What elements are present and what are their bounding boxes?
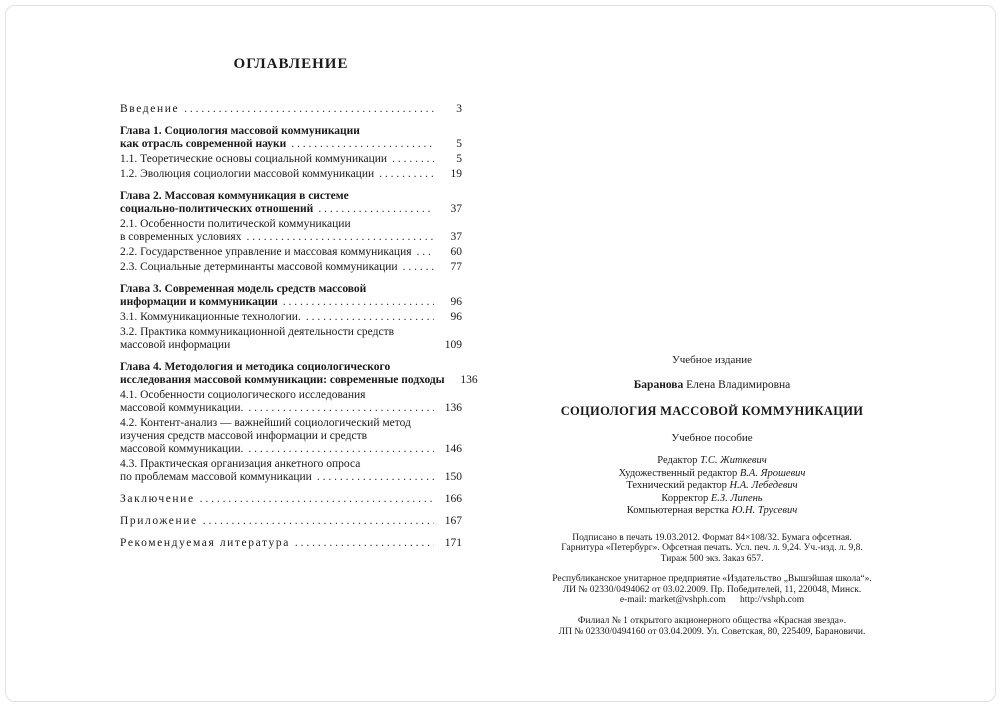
imprint-line: ЛИ № 02330/0494062 от 03.02.2009. Пр. Победителей, 11, 220048, Минск.	[562, 584, 862, 595]
toc-heading: ОГЛАВЛЕНИЕ	[233, 56, 349, 72]
toc-page-number: 146	[444, 443, 462, 455]
imprint-paragraph	[532, 574, 892, 606]
toc-entry	[120, 168, 462, 181]
colophon-page	[532, 354, 892, 647]
toc-entry-line: 4.3. Практическая организация анкетного опроса	[120, 458, 361, 470]
toc-entry-line	[120, 311, 462, 324]
toc-entry-line	[120, 443, 462, 456]
toc-entry-text: в современных условиях	[120, 231, 242, 243]
toc-page-number: 19	[450, 168, 462, 180]
toc-entry-line	[120, 231, 462, 244]
toc-dot-leader	[248, 402, 434, 415]
staff-role: Редактор	[657, 455, 698, 466]
toc-entry-line	[120, 246, 462, 259]
toc-entry	[120, 515, 462, 528]
toc-entry-text: 2.3. Социальные детерминанты массовой коммуникации	[120, 261, 398, 273]
staff-person-name: Н.А. Лебедевич	[729, 480, 798, 491]
imprint-line: Гарнитура «Петербург». Офсетная печать. Усл. печ. л. 9,24. Уч.-изд. л. 9,8.	[561, 543, 863, 554]
toc-entry	[120, 537, 462, 550]
toc-entry-line: 4.2. Контент-анализ — важнейший социологический метод	[120, 417, 411, 429]
toc-page-number: 136	[444, 402, 462, 414]
toc-dot-leader	[379, 168, 434, 181]
book-title: СОЦИОЛОГИЯ МАССОВОЙ КОММУНИКАЦИИ	[560, 404, 864, 418]
toc-entry-line	[120, 402, 462, 415]
toc-dot-leader	[318, 203, 434, 216]
toc-entry	[120, 125, 462, 151]
toc-page-number: 136	[460, 374, 478, 386]
imprint-block	[532, 533, 892, 638]
toc-page-number: 150	[444, 471, 462, 483]
staff-line	[532, 468, 892, 481]
toc-entry-text: Заключение	[120, 493, 195, 505]
toc-entry-line	[120, 374, 478, 387]
imprint-paragraph	[532, 533, 892, 565]
toc-entry-text: 3.1. Коммуникационные технологии.	[120, 311, 301, 323]
toc-entry-line	[120, 203, 462, 216]
toc-entry-line	[120, 138, 462, 151]
toc-dot-leader	[306, 311, 434, 324]
staff-list	[532, 455, 892, 518]
toc-entry-line	[120, 515, 462, 528]
toc-dot-leader	[317, 471, 434, 484]
toc-entry-line	[120, 493, 462, 506]
imprint-line: Тираж 500 экз. Заказ 657.	[660, 553, 764, 564]
staff-person-name: Е.З. Липень	[710, 492, 763, 504]
staff-person-name: Т.С. Житкевич	[700, 455, 767, 466]
toc-entry	[120, 417, 462, 456]
toc-entries	[120, 103, 478, 550]
toc-page-number: 5	[456, 153, 462, 165]
staff-role: Компьютерная верстка	[626, 505, 729, 516]
toc-entry-text: массовой коммуникации.	[120, 402, 244, 414]
edition-type: Учебное издание	[671, 354, 753, 366]
imprint-line: e-mail: market@vshph.com http://vshph.com	[619, 595, 805, 606]
toc-entry-line	[120, 339, 462, 352]
staff-person-name: В.А. Ярошевич	[739, 467, 806, 479]
toc-entry-text: Введение	[120, 103, 180, 115]
toc-entry	[120, 261, 462, 274]
staff-line	[532, 493, 892, 506]
toc-entry-line: изучения средств массовой информации и средств	[120, 430, 368, 442]
toc-entry-text: Рекомендуемая литература	[120, 537, 290, 549]
toc-entry-line	[120, 471, 462, 484]
toc-entry-line	[120, 153, 462, 166]
toc-entry-line: 3.2. Практика коммуникационной деятельности средств	[120, 326, 395, 338]
toc-entry-line	[120, 296, 462, 309]
toc-entry-line: Глава 2. Массовая коммуникация в системе	[120, 190, 349, 202]
toc-dot-leader	[283, 296, 434, 309]
toc-entry-text: массовой коммуникации.	[120, 443, 244, 455]
toc-entry-line	[120, 537, 462, 550]
toc-entry-text: информации и коммуникации	[120, 296, 278, 308]
author-given-names: Елена Владимировна	[686, 379, 791, 391]
toc-entry	[120, 283, 462, 309]
toc-entry	[120, 361, 478, 387]
imprint-line: Филиал № 1 открытого акционерного общества «Красная звезда».	[577, 616, 847, 627]
toc-dot-leader	[184, 103, 434, 116]
toc-entry-line	[120, 168, 462, 181]
toc-entry-line: Глава 3. Современная модель средств массовой	[120, 283, 367, 295]
toc-entry-text: как отрасль современной науки	[120, 138, 287, 150]
toc-page-number: 37	[450, 203, 462, 215]
toc-entry-text: 1.2. Эволюция социологии массовой коммуникации	[120, 168, 375, 180]
toc-entry	[120, 153, 462, 166]
staff-line	[532, 480, 892, 493]
subtitle: Учебное пособие	[671, 432, 753, 444]
toc-page-number: 77	[450, 261, 462, 273]
toc-page-number: 167	[444, 515, 462, 527]
toc-dot-leader	[417, 246, 434, 259]
author-surname: Баранова	[633, 379, 684, 391]
toc-entry-text: 1.1. Теоретические основы социальной коммуникации	[120, 153, 388, 165]
toc-entry	[120, 389, 462, 415]
toc-dot-leader	[291, 138, 434, 151]
author-name	[532, 379, 892, 391]
toc-entry-text: массовой информации	[120, 339, 231, 351]
imprint-line: Республиканское унитарное предприятие «Издательство „Вышэйшая школа“».	[552, 574, 872, 585]
toc-entry-text: социально-политических отношений	[120, 203, 314, 215]
toc-entry	[120, 246, 462, 259]
toc-page-number: 166	[444, 493, 462, 505]
toc-page-number: 96	[450, 296, 462, 308]
toc-page-number: 60	[450, 246, 462, 258]
toc-entry-line: 4.1. Особенности социологического исследования	[120, 389, 366, 401]
toc-page-number: 109	[444, 339, 462, 351]
toc-entry-text: по проблемам массовой коммуникации	[120, 471, 312, 483]
toc-entry	[120, 218, 462, 244]
toc-page-number: 37	[450, 231, 462, 243]
toc-entry-line: Глава 4. Методология и методика социологического	[120, 361, 391, 373]
toc-page-number: 3	[456, 103, 462, 115]
toc-entry-text: 2.2. Государственное управление и массовая коммуникация	[120, 246, 412, 258]
imprint-line: ЛП № 02330/0494160 от 03.04.2009. Ул. Советская, 80, 225409, Барановичи.	[558, 626, 866, 637]
staff-role: Технический редактор	[626, 480, 727, 491]
toc-entry	[120, 103, 462, 116]
toc-entry-text: исследования массовой коммуникации: современные подходы	[120, 374, 445, 386]
toc-entry	[120, 311, 462, 324]
toc-dot-leader	[248, 443, 434, 456]
staff-line	[532, 505, 892, 518]
toc-dot-leader	[200, 493, 434, 506]
toc-page-number: 5	[456, 138, 462, 150]
imprint-line: Подписано в печать 19.03.2012. Формат 84×108/32. Бумага офсетная.	[572, 532, 852, 543]
toc-dot-leader	[246, 231, 434, 244]
contents-page	[120, 56, 478, 550]
toc-entry-line: 2.1. Особенности политической коммуникации	[120, 218, 351, 230]
staff-role: Художественный редактор	[618, 467, 738, 479]
toc-entry	[120, 190, 462, 216]
toc-entry	[120, 458, 462, 484]
toc-dot-leader	[392, 153, 434, 166]
toc-dot-leader	[295, 537, 434, 550]
staff-person-name: Ю.Н. Трусевич	[731, 505, 798, 516]
toc-entry-line	[120, 261, 462, 274]
toc-dot-leader	[203, 515, 434, 528]
toc-entry-text: Приложение	[120, 515, 198, 527]
toc-entry	[120, 326, 462, 352]
toc-page-number: 171	[444, 537, 462, 549]
toc-dot-leader	[403, 261, 434, 274]
toc-entry-line	[120, 103, 462, 116]
staff-role: Корректор	[661, 492, 709, 504]
toc-entry	[120, 493, 462, 506]
imprint-paragraph	[532, 616, 892, 637]
toc-page-number: 96	[450, 311, 462, 323]
toc-entry-line: Глава 1. Социология массовой коммуникации	[120, 125, 360, 137]
staff-line	[532, 455, 892, 468]
